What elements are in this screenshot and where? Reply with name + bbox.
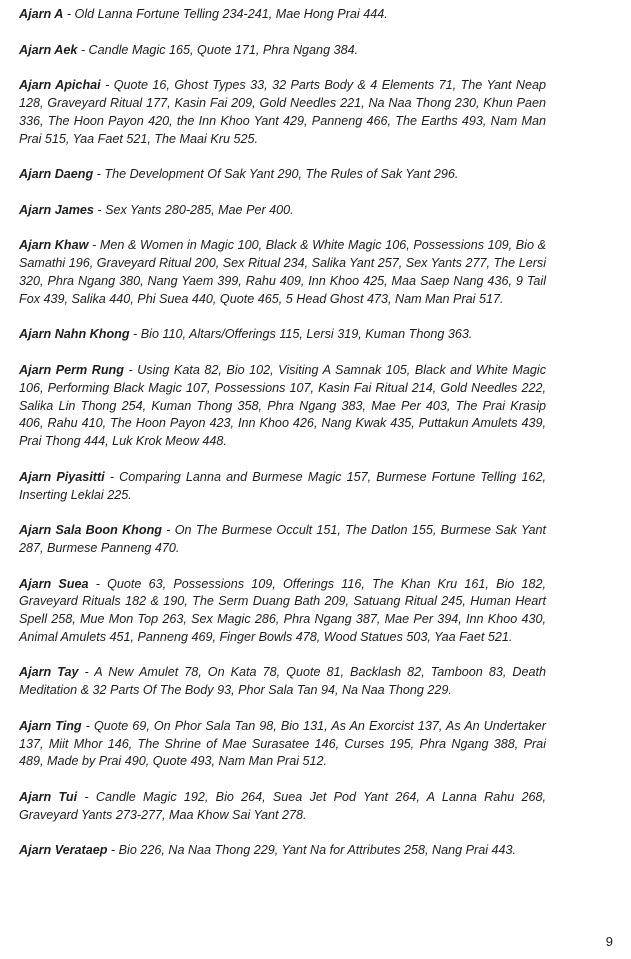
entry-refs: Candle Magic 165, Quote 171, Phra Ngang 384. bbox=[88, 42, 359, 57]
entry-refs: The Development Of Sak Yant 290, The Rules of Sak Yant 296. bbox=[104, 167, 459, 182]
index-entry bbox=[19, 842, 546, 860]
entry-refs: Comparing Lanna and Burmese Magic 157, Burmese Fortune Telling 162, Inserting Leklai 225. bbox=[19, 469, 546, 502]
entry-name: Ajarn Nahn Khong bbox=[19, 327, 130, 342]
index-entry bbox=[19, 42, 546, 60]
index-list bbox=[19, 6, 546, 878]
entry-separator: - bbox=[93, 202, 106, 217]
entry-name: Ajarn Apichai bbox=[19, 78, 101, 93]
index-entry bbox=[19, 718, 546, 771]
entry-separator: - bbox=[81, 718, 94, 733]
entry-name: Ajarn Daeng bbox=[19, 167, 94, 182]
index-entry bbox=[19, 362, 546, 451]
entry-name: Ajarn Aek bbox=[19, 42, 78, 57]
entry-separator: - bbox=[104, 469, 120, 484]
entry-separator: - bbox=[100, 78, 114, 93]
entry-name: Ajarn Verataep bbox=[19, 843, 108, 858]
entry-name: Ajarn Tui bbox=[19, 790, 78, 805]
page-number: 9 bbox=[605, 934, 613, 949]
entry-refs: Quote 63, Possessions 109, Offerings 116, The Khan Kru 161, Bio 182, Graveyard Rituals 182 & 190, The Serm Duang Bath 209, Satuang Ritual 245, Human Heart Spell 258, Mue Mon Top 263, Sex Magic 286, Phra Ngang 387, Mae Per 394, Inn Khoo 430, Animal Amulets 451, Panneng 469, Finger Bowls 478, Wood Statues 503, Yaa Faet 521. bbox=[19, 576, 546, 644]
entry-separator: - bbox=[77, 790, 96, 805]
index-entry bbox=[19, 237, 546, 308]
index-entry bbox=[19, 6, 546, 24]
index-entry bbox=[19, 522, 546, 558]
index-entry bbox=[19, 789, 546, 825]
entry-separator: - bbox=[88, 576, 108, 591]
index-entry bbox=[19, 664, 546, 700]
entry-refs: Quote 16, Ghost Types 33, 32 Parts Body & 4 Elements 71, The Yant Neap 128, Graveyard Ritual 177, Kasin Fai 209, Gold Needles 221, Na Naa Thong 230, Khun Paen 336, The Hoon Payon 420, the Inn Khoo Yant 429, Panneng 466, The Earths 493, Nam Man Prai 515, Yaa Faet 521, The Maai Kru 525. bbox=[19, 78, 546, 146]
entry-separator: - bbox=[78, 665, 95, 680]
entry-refs: Bio 110, Altars/Offerings 115, Lersi 319, Kuman Thong 363. bbox=[140, 327, 473, 342]
entry-refs: Old Lanna Fortune Telling 234-241, Mae Hong Prai 444. bbox=[74, 7, 388, 21]
entry-name: Ajarn Suea bbox=[19, 576, 89, 591]
entry-separator: - bbox=[88, 238, 100, 253]
index-entry bbox=[19, 469, 546, 505]
entry-refs: On The Burmese Occult 151, The Datlon 155, Burmese Sak Yant 287, Burmese Panneng 470. bbox=[19, 523, 546, 555]
index-entry bbox=[19, 326, 546, 344]
entry-name: Ajarn Ting bbox=[19, 718, 82, 733]
entry-name: Ajarn Perm Rung bbox=[19, 362, 124, 377]
entry-separator: - bbox=[129, 327, 141, 342]
entry-name: Ajarn Tay bbox=[19, 665, 79, 680]
entry-separator: - bbox=[123, 362, 138, 377]
index-entry bbox=[19, 77, 546, 148]
entry-separator: - bbox=[93, 167, 105, 182]
index-entry bbox=[19, 202, 546, 220]
entry-refs: Candle Magic 192, Bio 264, Suea Jet Pod Yant 264, A Lanna Rahu 268, Graveyard Yants 273-277, Maa Khow Sai Yant 278. bbox=[19, 790, 546, 822]
entry-separator: - bbox=[63, 7, 75, 21]
entry-name: Ajarn A bbox=[19, 7, 64, 21]
entry-name: Ajarn Khaw bbox=[19, 238, 89, 253]
entry-name: Ajarn Sala Boon Khong bbox=[19, 523, 162, 538]
index-entry bbox=[19, 576, 546, 647]
entry-refs: Using Kata 82, Bio 102, Visiting A Samnak 105, Black and White Magic 106, Performing Black Magic 107, Possessions 107, Kasin Fai Ritual 214, Gold Needles 222, Salika Lin Thong 254, Kuman Thong 358, Phra Ngang 383, Mae Per 403, The Prai Krasip 406, Rahu 410, The Hoon Payon 423, Inn Khoo 426, Nang Kwak 435, Puttakun Amulets 439, Prai Thong 444, Luk Krok Meow 448. bbox=[19, 362, 547, 449]
index-entry bbox=[19, 166, 546, 184]
entry-refs: A New Amulet 78, On Kata 78, Quote 81, Backlash 82, Tamboon 83, Death Meditation & 32 Parts Of The Body 93, Phor Sala Tan 94, Na Naa Thong 229. bbox=[19, 665, 546, 698]
entry-name: Ajarn James bbox=[19, 202, 94, 217]
entry-name: Ajarn Piyasitti bbox=[19, 469, 105, 484]
entry-refs: Bio 226, Na Naa Thong 229, Yant Na for Attributes 258, Nang Prai 443. bbox=[118, 843, 517, 858]
entry-separator: - bbox=[77, 42, 89, 57]
entry-separator: - bbox=[161, 523, 175, 538]
entry-refs: Sex Yants 280-285, Mae Per 400. bbox=[105, 202, 294, 217]
entry-separator: - bbox=[107, 843, 119, 858]
entry-refs: Men & Women in Magic 100, Black & White Magic 106, Possessions 109, Bio & Samathi 196, Graveyard Ritual 200, Sex Ritual 234, Salika Yant 257, Sex Yants 277, The Lersi 320, Phra Ngang 380, Nang Yaem 399, Rahu 409, Inn Khoo 425, Maa Saep Nang 436, 9 Tail Fox 439, Salika 440, Phi Suea 440, Quote 465, 5 Head Ghost 473, Nam Man Prai 517. bbox=[19, 238, 546, 306]
entry-refs: Quote 69, On Phor Sala Tan 98, Bio 131, As An Exorcist 137, As An Undertaker 137, Miit Mhor 146, The Shrine of Mae Surasatee 146, Curses 195, Phra Ngang 388, Prai 489, Made by Prai 490, Quote 493, Nam Man Prai 512. bbox=[19, 718, 546, 769]
